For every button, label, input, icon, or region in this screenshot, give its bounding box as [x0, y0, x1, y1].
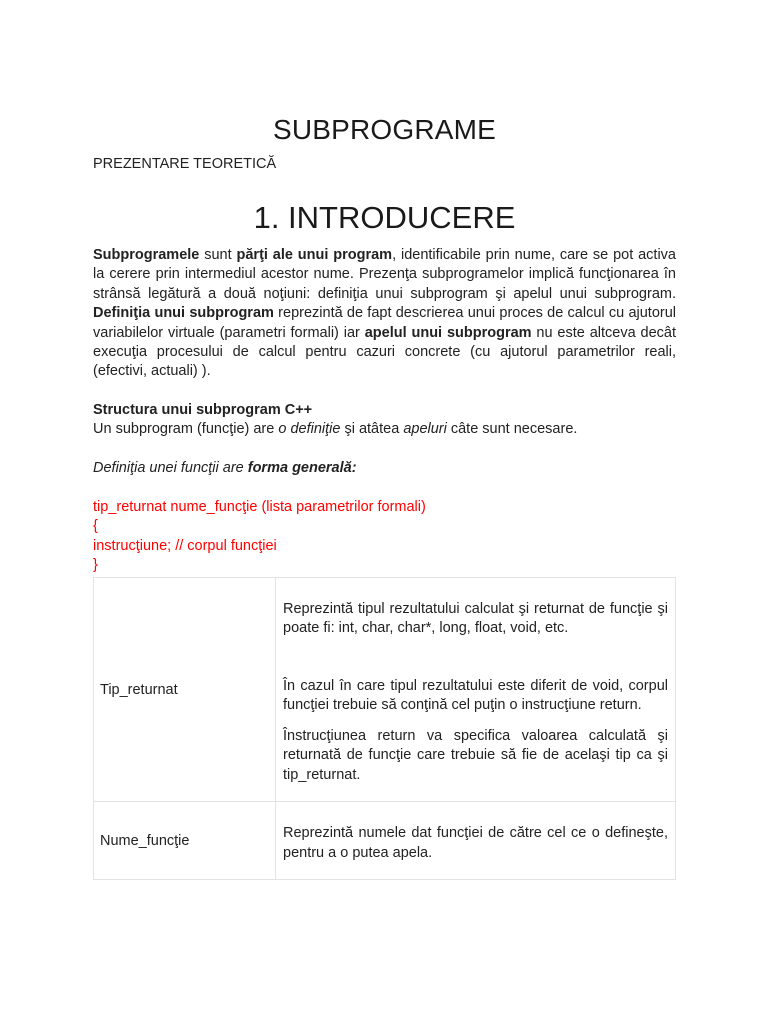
intro-text-3: reprezintă de fapt descrierea unui proces de calcul cu ajutorul variabilelor virtuale (parametri formali) iar: [93, 305, 676, 341]
code-line-close-brace: }: [93, 557, 98, 574]
description-paragraph: În cazul în care tipul rezultatului este diferit de void, corpul funcţiei trebuie să conţină cel puţin o instrucţiune return.: [283, 677, 668, 714]
structure-text-3: câte sunt necesare.: [446, 421, 578, 437]
code-line-body: instrucţiune; // corpul funcţiei: [93, 537, 277, 554]
intro-text-4: nu este altceva decât execuţia procesului de calcul pentru cazuri concrete (cu ajutorul parametrilor reali, (efectivi, actuali) ).: [93, 324, 676, 380]
table-row: [94, 578, 676, 802]
section-heading: 1. INTRODUCERE: [253, 200, 516, 235]
definition-text: Definiţia unei funcţii are: [93, 460, 248, 476]
code-line-signature: tip_returnat nume_funcţie (lista parametrilor formali): [93, 499, 426, 515]
table-row: [94, 802, 676, 880]
structure-text-2: şi atâtea: [340, 421, 404, 437]
document-title: SUBPROGRAME: [272, 114, 497, 145]
intro-text-2: , identificabile prin nume, care se pot activa la cerere prin intermediul acestor nume. Prezenţa subprogramelor implică funcţionarea în strânsă legătură a două noţiuni: definiţia unui subprogram şi apelul unui subprogram.: [93, 247, 676, 302]
structure-text-1: Un subprogram (funcţie) are: [93, 421, 279, 437]
structure-title: Structura unui subprogram C++: [93, 402, 313, 418]
code-block: [93, 498, 426, 576]
description-paragraph: Reprezintă tipul rezultatului calculat şi returnat de funcţie şi poate fi: int, char, char*, long, float, void, etc.: [283, 601, 668, 637]
intro-bold-parti: părţi ale unui program: [236, 247, 393, 263]
structure-italic-apeluri: apeluri: [403, 421, 447, 437]
structure-line: [93, 421, 577, 437]
table-cell-name: Tip_returnat: [94, 578, 276, 802]
definition-line: [93, 460, 357, 476]
table-cell-name: Nume_funcţie: [94, 802, 276, 880]
intro-text-1: sunt: [199, 247, 237, 263]
document-subtitle: PREZENTARE TEORETICĂ: [93, 156, 277, 172]
structure-italic-definitie: o definiţie: [278, 421, 341, 437]
description-paragraph: Reprezintă numele dat funcţiei de către cel ce o defineşte, pentru a o putea apela.: [283, 825, 668, 861]
table-cell-description: [276, 802, 676, 880]
intro-bold-subprogramele: Subprogramele: [93, 247, 200, 263]
code-line-open-brace: {: [93, 518, 98, 535]
intro-paragraph: [93, 246, 676, 382]
intro-bold-definitia: Definiţia unui subprogram: [93, 305, 274, 322]
parameters-table: [93, 577, 676, 880]
definition-bold: forma generală:: [247, 460, 357, 476]
description-paragraph: Înstrucţiunea return va specifica valoarea calculată şi returnată de funcţie care trebuie să fie de acelaşi tip ca şi tip_returnat.: [283, 727, 668, 783]
table-cell-description: [276, 578, 676, 802]
intro-bold-apelul: apelul unui subprogram: [364, 324, 532, 341]
